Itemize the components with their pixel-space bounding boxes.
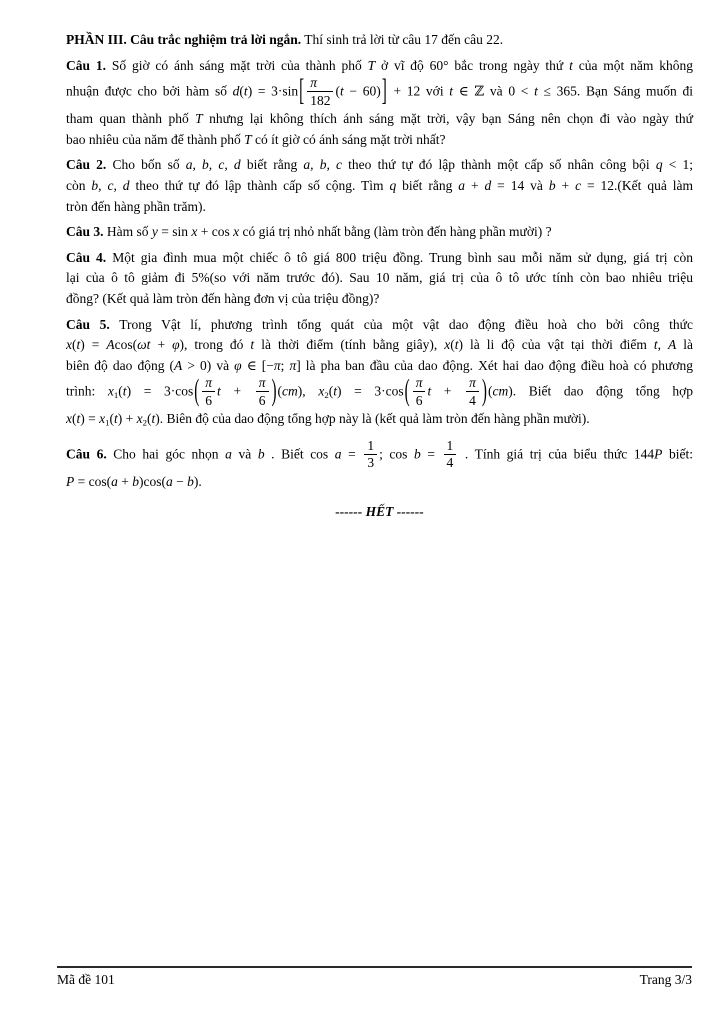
- text-run: của một năm không: [572, 57, 694, 73]
- text-run: cm: [492, 383, 509, 399]
- text-run: 182: [310, 92, 331, 108]
- text-run: a: [458, 177, 466, 193]
- text-line: [66, 176, 693, 197]
- text-run: (: [72, 337, 77, 353]
- text-line: [66, 30, 693, 51]
- text-run: biết:: [662, 446, 693, 462]
- text-run: t: [427, 383, 432, 399]
- big-bracket: [: [299, 75, 305, 108]
- text-line: [66, 76, 693, 109]
- text-line: [66, 222, 693, 243]
- text-run: (: [450, 337, 455, 353]
- text-run: x: [444, 337, 451, 353]
- text-run: 3: [367, 455, 375, 471]
- end-marker: ------ HẾT ------: [335, 504, 424, 520]
- text-run: =: [420, 446, 442, 462]
- text-run: Câu 6.: [66, 446, 107, 462]
- text-run: . Biết cos: [264, 446, 335, 462]
- text-run: (: [487, 383, 493, 399]
- document-content: [66, 30, 693, 523]
- text-run: ) là li độ của vật tại thời điểm: [458, 337, 654, 353]
- text-run: t: [449, 83, 454, 99]
- text-run: bao nhiêu của năm để thành phố: [66, 131, 245, 147]
- question-4: [66, 248, 693, 310]
- text-run: ).: [193, 473, 202, 489]
- text-run: theo thứ tự đó lập thành một cấp số nhân công bội: [342, 157, 656, 173]
- fraction: [307, 76, 333, 107]
- text-run: ,: [657, 337, 669, 353]
- text-run: + cos: [197, 224, 234, 240]
- text-run: x: [136, 411, 143, 427]
- text-run: ) =: [80, 411, 100, 427]
- text-run: biết rằng: [240, 157, 304, 173]
- text-run: ] là pha ban đầu của dao động. Xét hai dao động điều hoà có phương: [296, 357, 693, 373]
- text-run: y: [151, 224, 158, 240]
- text-run: 1: [367, 437, 375, 453]
- text-run: t: [653, 337, 658, 353]
- text-run: t: [534, 83, 538, 99]
- text-run: t: [217, 383, 221, 399]
- text-run: P: [66, 473, 75, 489]
- text-run: (: [328, 383, 334, 399]
- text-line: [66, 268, 693, 289]
- text-run: T: [244, 131, 252, 147]
- text-run: t: [250, 337, 255, 353]
- subscript: 2: [142, 417, 148, 428]
- text-line: [66, 130, 693, 151]
- text-run: trình:: [66, 383, 108, 399]
- text-run: ∈ ℤ và 0 <: [453, 83, 535, 99]
- fraction: [466, 376, 479, 407]
- text-run: (: [147, 411, 152, 427]
- text-run: b: [548, 177, 556, 193]
- fraction: [444, 439, 457, 470]
- text-run: (: [239, 83, 244, 99]
- text-run: Câu 2.: [66, 157, 107, 173]
- text-run: Cho hai góc nhọn: [106, 446, 226, 462]
- text-run: biên độ dao động (: [66, 357, 175, 373]
- text-run: ) = 3·cos: [336, 383, 404, 399]
- text-run: PHẦN III. Câu trắc nghiệm trả lời ngắn.: [66, 32, 302, 47]
- text-run: +: [465, 177, 485, 193]
- text-run: b: [132, 473, 139, 489]
- text-run: ) =: [80, 337, 107, 353]
- text-run: π: [415, 375, 423, 391]
- text-line: [66, 356, 693, 377]
- text-run: ) = 3·sin: [247, 83, 299, 99]
- text-run: Câu 1.: [66, 57, 106, 73]
- text-run: > 0) và: [182, 357, 235, 373]
- text-line: [66, 56, 693, 77]
- question-6: [66, 439, 693, 493]
- text-run: c: [575, 177, 582, 193]
- text-run: Thí sinh trả lời từ câu 17 đến câu 22.: [301, 32, 504, 47]
- text-run: T: [367, 57, 376, 73]
- text-run: ωt: [137, 337, 151, 353]
- text-run: ), trong đó: [179, 337, 251, 353]
- page-footer: [57, 966, 692, 989]
- text-run: −: [172, 473, 188, 489]
- text-run: A: [668, 337, 677, 353]
- big-bracket: ): [481, 375, 487, 409]
- text-run: Cho bốn số: [106, 157, 186, 173]
- text-run: cm: [282, 383, 298, 399]
- text-run: q: [655, 157, 663, 173]
- text-run: (: [118, 383, 123, 399]
- text-line: [66, 155, 693, 176]
- text-line: [66, 409, 693, 433]
- text-run: π: [205, 375, 213, 391]
- text-line: [66, 335, 693, 356]
- text-run: a, b, c: [303, 157, 342, 173]
- text-run: + 12 với: [387, 83, 450, 99]
- text-run: (: [277, 383, 283, 399]
- text-run: d: [232, 83, 240, 99]
- text-run: b: [257, 446, 265, 462]
- text-run: = sin: [157, 224, 192, 240]
- text-run: b: [187, 473, 194, 489]
- question-2: [66, 155, 693, 217]
- text-run: q: [389, 177, 397, 193]
- text-run: = 14 và: [491, 177, 549, 193]
- text-run: tròn đến hàng phần trăm).: [66, 198, 206, 214]
- text-run: x: [191, 224, 198, 240]
- text-run: ) = 3·cos: [126, 383, 194, 399]
- text-run: +: [150, 337, 173, 353]
- text-run: (: [72, 411, 77, 427]
- text-line: [66, 315, 693, 336]
- text-run: P: [654, 446, 663, 462]
- text-run: Câu 3.: [66, 224, 104, 240]
- text-line: [66, 109, 693, 130]
- text-run: t: [114, 411, 118, 427]
- text-line: [66, 248, 693, 269]
- text-run: A: [106, 337, 115, 353]
- text-run: φ: [172, 337, 180, 353]
- text-run: t: [339, 83, 344, 99]
- text-run: (: [109, 411, 115, 427]
- text-run: π: [289, 357, 297, 373]
- text-run: = 12.(Kết quả làm: [581, 177, 693, 193]
- big-bracket: ): [271, 375, 277, 409]
- text-run: có ít giờ có ánh sáng mặt trời nhất?: [251, 131, 446, 147]
- text-run: φ: [234, 357, 242, 373]
- text-run: )cos(: [138, 473, 166, 489]
- fraction: [256, 376, 269, 407]
- text-run: t: [76, 411, 81, 427]
- text-run: ). Biết dao động tổng hợp: [508, 383, 693, 399]
- text-run: ở vĩ độ 60° bắc trong ngày thứ: [375, 57, 570, 73]
- text-run: a: [334, 446, 342, 462]
- text-run: . Tính giá trị của biểu thức 144: [458, 446, 655, 462]
- questions-container: [66, 30, 693, 492]
- text-run: cos(: [114, 337, 138, 353]
- text-run: π: [273, 357, 281, 373]
- text-run: lại của ô tô giảm đi 5%(so với năm trước đó). Sau 10 năm, giá trị của ô tô ước tính còn bao nhiêu triệu: [66, 270, 693, 286]
- text-run: Hàm số: [103, 224, 152, 240]
- text-run: ),: [297, 383, 319, 399]
- text-run: ;: [280, 357, 290, 373]
- question-1: [66, 56, 693, 151]
- text-run: 6: [205, 392, 213, 408]
- text-run: còn: [66, 177, 92, 193]
- text-run: +: [117, 473, 133, 489]
- text-line: [66, 376, 693, 409]
- text-run: (: [335, 83, 340, 99]
- text-run: x: [318, 383, 325, 399]
- subscript: 1: [113, 390, 119, 401]
- text-run: A: [174, 357, 183, 373]
- text-run: 6: [258, 392, 266, 408]
- text-run: b: [414, 446, 421, 462]
- text-run: tham quan thành phố: [66, 111, 196, 127]
- text-run: t: [569, 57, 573, 73]
- text-run: có giá trị nhỏ nhất bằng (làm tròn đến hàng phần mười) ?: [239, 224, 552, 240]
- text-run: T: [195, 111, 203, 127]
- text-run: +: [220, 383, 254, 399]
- question-5: [66, 315, 693, 434]
- text-run: t: [333, 383, 337, 399]
- text-run: 6: [415, 392, 423, 408]
- text-run: = cos(: [74, 473, 112, 489]
- text-run: ) +: [117, 411, 137, 427]
- text-run: x: [233, 224, 240, 240]
- text-run: nhuận được cho bởi hàm số: [66, 83, 233, 99]
- big-bracket: (: [404, 375, 410, 409]
- big-bracket: (: [194, 375, 200, 409]
- fraction: [413, 376, 426, 407]
- text-run: x: [99, 411, 106, 427]
- text-run: Trong Vật lí, phương trình tổng quát của một vật dao động điều hoà cho bởi công thức: [109, 316, 693, 332]
- text-run: a: [111, 473, 118, 489]
- footer-doc-code: Mã đề 101: [57, 972, 115, 987]
- text-run: ). Biên độ của dao động tổng hợp này là (kết quả làm tròn đến hàng phần mười).: [155, 411, 590, 427]
- text-run: +: [555, 177, 576, 193]
- fraction: [202, 376, 215, 407]
- subscript: 1: [105, 417, 110, 428]
- text-run: =: [341, 446, 363, 462]
- text-run: 1: [446, 437, 454, 453]
- section-header: [66, 30, 693, 51]
- text-run: đồng? (Kết quả làm tròn đến hàng đơn vị của triệu đồng)?: [66, 290, 380, 306]
- text-run: t: [243, 83, 248, 99]
- text-run: a: [225, 446, 232, 462]
- question-3: [66, 222, 693, 243]
- text-run: x: [66, 337, 72, 353]
- text-run: Câu 5.: [66, 316, 110, 332]
- text-line: [66, 197, 693, 218]
- text-run: t: [76, 337, 81, 353]
- text-run: là: [676, 337, 694, 353]
- text-run: và: [231, 446, 258, 462]
- text-run: t: [122, 383, 127, 399]
- text-run: là thời điểm (tính bằng giây),: [254, 337, 445, 353]
- footer-page-number: Trang 3/3: [639, 972, 692, 987]
- text-run: b, c, d: [91, 177, 130, 193]
- subscript: 2: [324, 390, 329, 401]
- text-run: x: [107, 383, 114, 399]
- text-run: < 1;: [662, 157, 694, 173]
- text-run: biết rằng: [396, 177, 459, 193]
- text-run: π: [310, 75, 317, 91]
- text-run: theo thứ tự đó lập thành cấp số cộng. Tìm: [129, 177, 390, 193]
- text-run: π: [258, 375, 266, 391]
- text-run: t: [454, 337, 459, 353]
- fraction: [364, 439, 377, 470]
- text-run: nhưng lại không thích ánh sáng mặt trời, vậy bạn Sáng nên chọn đi vào ngày thứ: [202, 111, 693, 127]
- text-run: Một gia đình mua một chiếc ô tô giá 800 triệu đồng. Trung bình sau mỗi năm sử dụng, giá trị còn: [106, 249, 693, 265]
- text-run: t: [151, 411, 156, 427]
- text-run: +: [431, 383, 465, 399]
- text-line: [66, 289, 693, 310]
- text-run: x: [66, 411, 72, 427]
- text-line: [66, 472, 693, 493]
- text-run: a, b, c, d: [185, 157, 241, 173]
- text-run: ≤ 365. Bạn Sáng muốn đi: [537, 83, 693, 99]
- text-run: ; cos: [379, 446, 414, 462]
- text-run: − 60): [343, 83, 381, 99]
- text-run: 4: [469, 392, 476, 408]
- text-line: [66, 439, 693, 472]
- text-run: a: [165, 473, 173, 489]
- text-run: 4: [446, 455, 454, 471]
- text-run: Số giờ có ánh sáng mặt trời của thành phố: [105, 57, 368, 73]
- big-bracket: ]: [381, 75, 387, 108]
- text-run: ∈ [−: [241, 357, 274, 373]
- text-run: π: [469, 375, 476, 391]
- text-run: d: [484, 177, 492, 193]
- text-run: Câu 4.: [66, 249, 107, 265]
